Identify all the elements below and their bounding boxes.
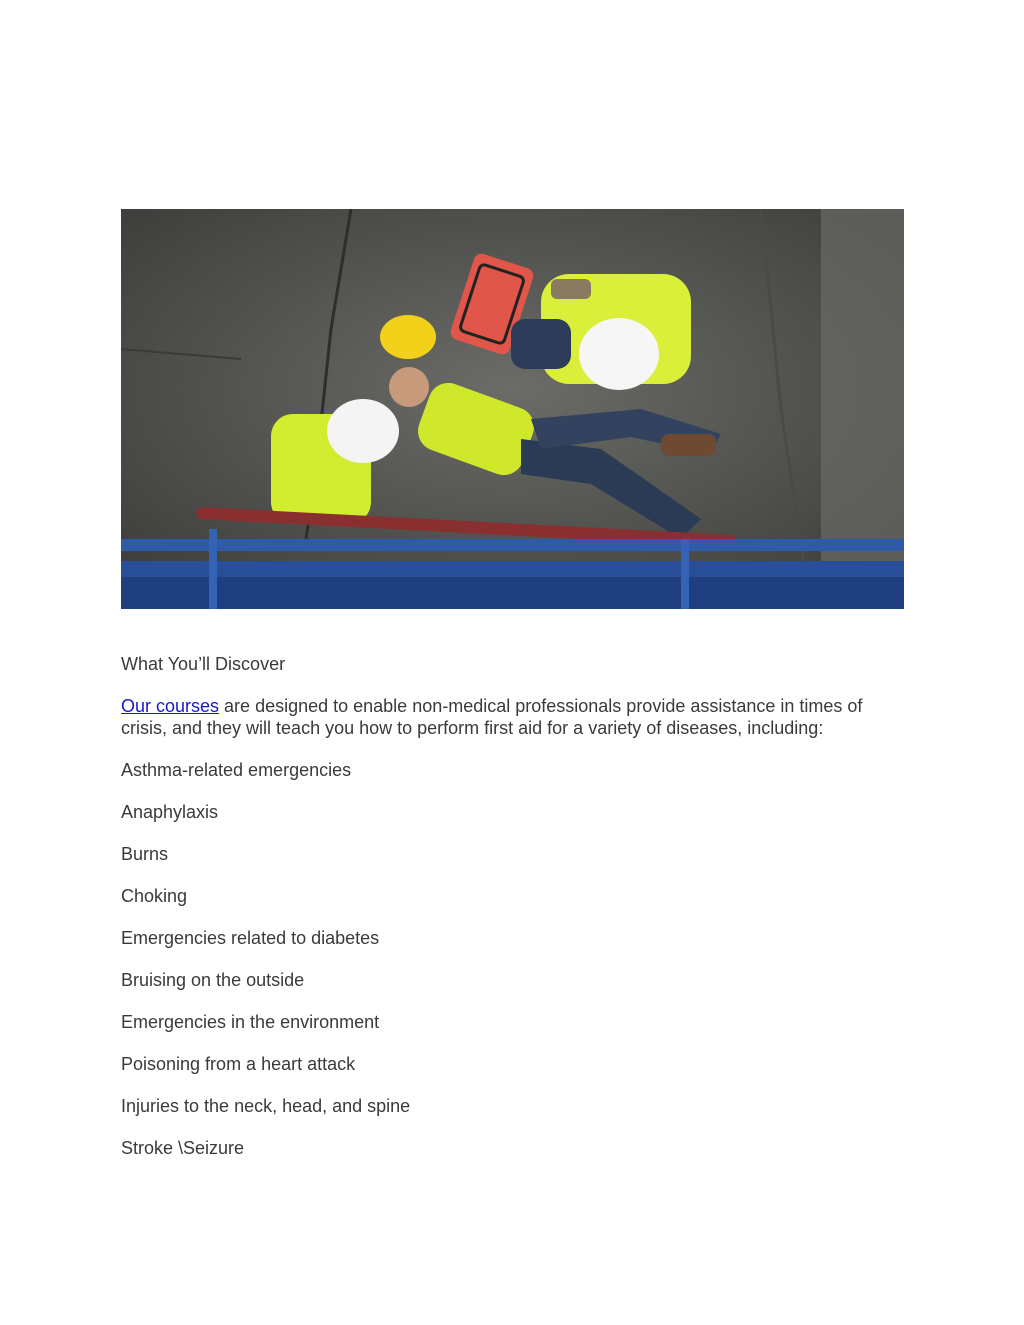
- list-item: Injuries to the neck, head, and spine: [121, 1096, 411, 1116]
- list-item: Choking: [121, 886, 188, 906]
- first-aid-photo: [121, 209, 904, 609]
- our-courses-link[interactable]: Our courses: [121, 696, 220, 716]
- intro-text: are designed to enable non-medical professionals provide assistance in times of crisis, and they will teach you how to perform first aid for a variety of diseases, including:: [121, 696, 863, 738]
- list-item: Burns: [121, 844, 169, 864]
- list-item: Anaphylaxis: [121, 802, 219, 822]
- list-item: Emergencies in the environment: [121, 1012, 380, 1032]
- list-item: Poisoning from a heart attack: [121, 1054, 356, 1074]
- section-heading: What You’ll Discover: [121, 654, 286, 674]
- article-body: [121, 653, 911, 1179]
- list-item: Stroke \Seizure: [121, 1138, 245, 1158]
- list-item: Bruising on the outside: [121, 970, 305, 990]
- list-item: Emergencies related to diabetes: [121, 928, 380, 948]
- list-item: Asthma-related emergencies: [121, 760, 352, 780]
- intro-paragraph: [121, 695, 911, 739]
